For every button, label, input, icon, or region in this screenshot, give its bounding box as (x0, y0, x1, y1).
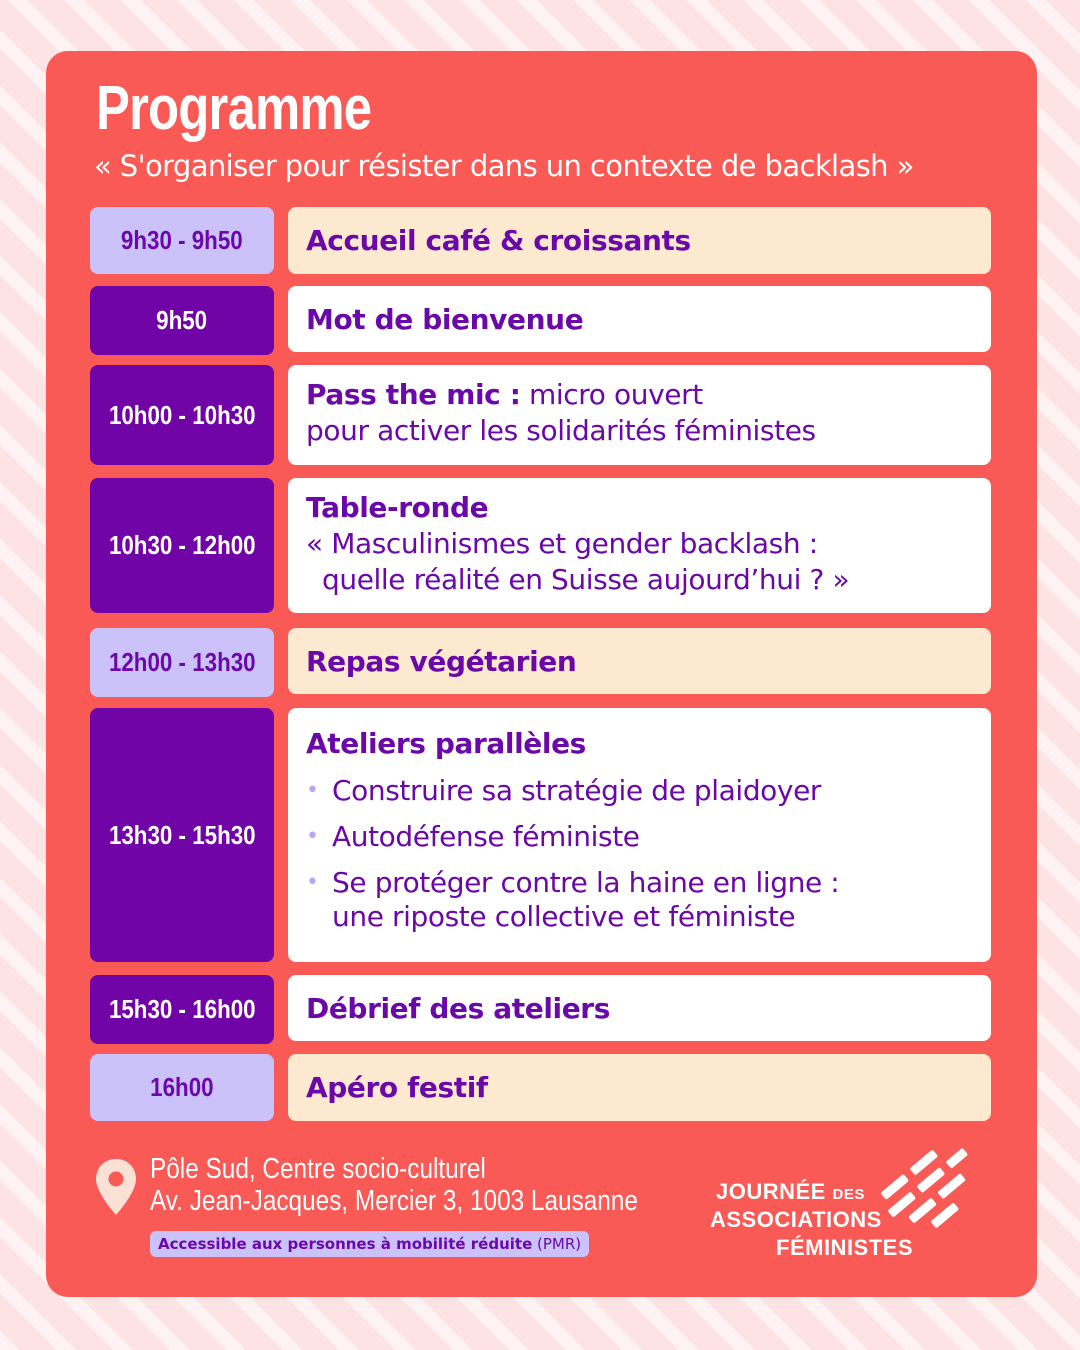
activity-box (288, 1054, 991, 1121)
heart-pattern-icon (878, 1147, 988, 1237)
time-slot: 10h30 - 12h00 (90, 478, 274, 613)
schedule-row (90, 207, 991, 274)
time-slot: 15h30 - 16h00 (90, 975, 274, 1044)
activity-box (288, 286, 991, 352)
schedule-row (90, 478, 991, 613)
activity-box (288, 207, 991, 274)
activity-box (288, 478, 991, 613)
time-slot: 13h30 - 15h30 (90, 708, 274, 962)
time-slot: 16h00 (90, 1054, 274, 1121)
activity-box (288, 708, 991, 962)
time-slot: 12h00 - 13h30 (90, 628, 274, 697)
schedule-row (90, 975, 991, 1044)
activity-description: micro ouvert (520, 378, 703, 411)
page-subtitle: « S'organiser pour résister dans un contexte de backlash » (94, 149, 914, 183)
bullet-icon: • (306, 778, 319, 803)
activity-description: pour activer les solidarités féministes (306, 414, 816, 447)
time-slot: 10h00 - 10h30 (90, 365, 274, 465)
activity-box (288, 975, 991, 1041)
list-item-text: Autodéfense féministe (332, 820, 640, 853)
activity-title: Table-ronde (306, 491, 489, 524)
schedule-row (90, 628, 991, 694)
list-item-text: une riposte collective et féministe (332, 900, 796, 933)
program-card (46, 51, 1037, 1297)
list-item (306, 866, 973, 934)
schedule-row (90, 1054, 991, 1121)
bullet-icon: • (306, 870, 319, 895)
logo-line-1: JOURNÉE (716, 1179, 826, 1204)
bullet-icon: • (306, 824, 319, 849)
activity-title: Mot de bienvenue (306, 302, 584, 336)
logo-line-3: FÉMINISTES (776, 1235, 914, 1260)
activity-box (288, 365, 991, 465)
address-line-1: Pôle Sud, Centre socio-culturel (150, 1153, 486, 1185)
activity-title: Apéro festif (306, 1071, 488, 1104)
page-title: Programme (96, 74, 372, 143)
map-pin-icon (94, 1157, 138, 1217)
activity-description: quelle réalité en Suisse aujourd’hui ? » (322, 563, 850, 596)
schedule-row (90, 286, 991, 355)
logo-line-1-small: DES (832, 1186, 865, 1203)
accessibility-badge: Accessible aux personnes à mobilité réduite (PMR) (150, 1231, 589, 1257)
address-line-2: Av. Jean-Jacques, Mercier 3, 1003 Lausanne (150, 1185, 638, 1217)
time-slot: 9h30 - 9h50 (90, 207, 274, 274)
list-item-text: Construire sa stratégie de plaidoyer (332, 774, 822, 807)
activity-title: Débrief des ateliers (306, 991, 610, 1025)
activity-title: Repas végétarien (306, 644, 577, 678)
list-item (306, 820, 973, 854)
schedule-row (90, 708, 991, 962)
time-slot: 9h50 (90, 286, 274, 355)
schedule-row (90, 365, 991, 465)
list-item-text: Se protéger contre la haine en ligne : (332, 866, 840, 899)
activity-box (288, 628, 991, 694)
activity-title: Pass the mic : (306, 378, 521, 411)
activity-description: « Masculinismes et gender backlash : (306, 527, 818, 560)
list-item (306, 774, 973, 808)
activity-title: Ateliers parallèles (306, 727, 586, 760)
logo-line-2: ASSOCIATIONS (710, 1207, 882, 1232)
activity-title: Accueil café & croissants (306, 224, 691, 257)
